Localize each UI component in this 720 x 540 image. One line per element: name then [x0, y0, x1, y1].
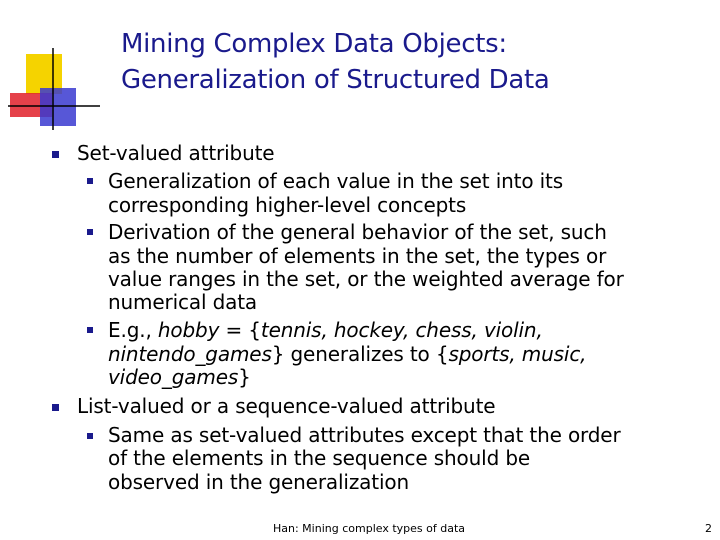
bullet-set-valued-attribute: Set-valued attribute — [77, 141, 275, 165]
example-line-3 — [108, 365, 251, 389]
sub-bullet-text: observed in the generalization — [108, 470, 409, 494]
example-set1: tennis, hockey, chess, violin, — [260, 318, 543, 342]
sub-bullet-marker — [87, 327, 93, 333]
slide-footer: Han: Mining complex types of data — [273, 522, 466, 535]
sub-bullet-marker — [87, 178, 93, 184]
example-set1b: nintendo_games — [108, 342, 272, 366]
bullet-marker — [52, 151, 59, 158]
example-set2b: video_games — [108, 365, 239, 389]
slide-title-line-1: Mining Complex Data Objects: — [121, 29, 507, 59]
example-hobby: hobby — [157, 318, 220, 342]
bullet-marker — [52, 404, 59, 411]
sub-bullet-marker — [87, 433, 93, 439]
sub-bullet-text: Derivation of the general behavior of the set, such — [108, 220, 607, 244]
sub-bullet-text: as the number of elements in the set, the types or — [108, 244, 607, 268]
sub-bullet-text: of the elements in the sequence should be — [108, 446, 531, 470]
example-line-1 — [108, 318, 543, 342]
example-prefix: E.g., — [108, 318, 158, 342]
sub-bullet-marker — [87, 229, 93, 235]
example-mid: } generalizes to { — [271, 342, 449, 366]
sub-bullet-text: value ranges in the set, or the weighted average for — [108, 267, 624, 291]
example-close: } — [238, 365, 251, 389]
sub-bullet-text: corresponding higher-level concepts — [108, 193, 467, 217]
sub-bullet-text: Generalization of each value in the set into its — [108, 169, 563, 193]
example-line-2 — [108, 342, 586, 366]
sub-bullet-text: Same as set-valued attributes except that the order — [108, 423, 621, 447]
bullet-list-valued-attribute: List-valued or a sequence-valued attribute — [77, 394, 496, 418]
example-set2: sports, music, — [448, 342, 587, 366]
example-eq: = { — [219, 318, 261, 342]
sub-bullet-text: numerical data — [108, 290, 258, 314]
slide-title-line-2: Generalization of Structured Data — [121, 65, 550, 95]
page-number: 2 — [705, 522, 712, 535]
